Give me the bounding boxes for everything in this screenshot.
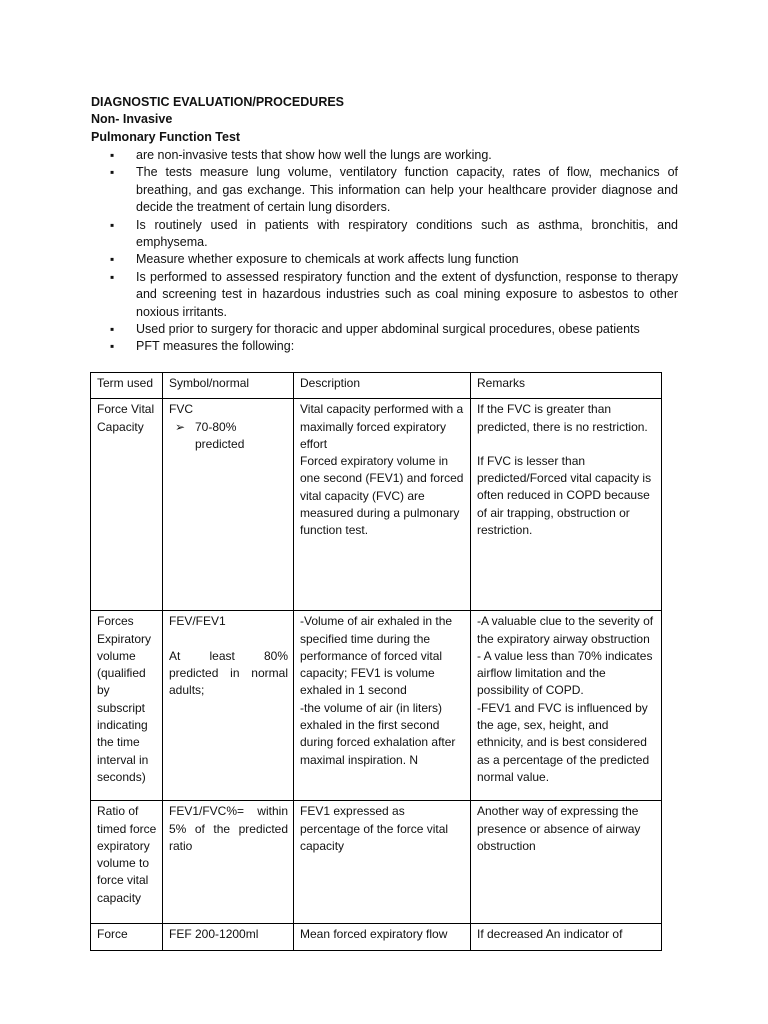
pft-table (90, 372, 662, 951)
symbol-text: FEF 200-1200ml (169, 927, 259, 942)
term-text: Ratio of timed force expiratory volume to force vital capacity (97, 804, 157, 905)
remarks-text: If the FVC is greater than predicted, there is no restriction. (477, 402, 648, 434)
description-text: FEV1 expressed as percentage of the force vital capacity (300, 804, 449, 853)
symbol-cell (163, 801, 294, 924)
table-row (91, 924, 662, 950)
header-description: Description (294, 373, 471, 399)
symbol-text: FEV/FEV1 (169, 614, 226, 629)
symbol-text: FEV1/FVC%= within 5% of the predicted ratio (169, 804, 288, 853)
description-text-2: Forced expiratory volume in one second (FEV1) and forced vital capacity (FVC) are measured during a pulmonary function test. (300, 454, 464, 538)
remarks-text: If decreased An indicator of (477, 927, 623, 942)
table-header-row (91, 373, 662, 399)
list-item: ▪ Is performed to assessed respiratory function and the extent of dysfunction, response to therapy and screening test in hazardous industries such as coal mining exposure to asbestos to other noxious irritants. (110, 269, 678, 321)
description-text-2: -the volume of air (in liters) exhaled in the first second during forced exhalation after maximal inspiration. N (300, 700, 456, 767)
description-text: -Volume of air exhaled in the specified time during the performance of forced vital capacity; FEV1 is volume exhaled in 1 second (300, 614, 453, 698)
remarks-text: -A valuable clue to the severity of the expiratory airway obstruction (477, 614, 654, 646)
term-cell (91, 399, 163, 611)
symbol-detail: ➢ 70-80% predicted (169, 419, 288, 454)
header-term: Term used (91, 373, 163, 399)
list-item: ▪ The tests measure lung volume, ventilatory function capacity, rates of flow, mechanics of breathing, and gas exchange. This information can help your healthcare provider diagnose and decide the treatment of certain lung disorders. (110, 164, 678, 216)
header-remarks: Remarks (471, 373, 662, 399)
term-text: Force (97, 927, 128, 942)
subheading: Non- Invasive (91, 112, 173, 126)
symbol-text: FVC (169, 402, 193, 417)
bullet-list (110, 147, 678, 356)
remarks-cell (471, 611, 662, 801)
term-cell (91, 924, 163, 950)
term-text: Force Vital Capacity (97, 402, 155, 434)
list-item: ▪ Measure whether exposure to chemicals at work affects lung function (110, 251, 678, 268)
list-item: ▪ Used prior to surgery for thoracic and upper abdominal surgical procedures, obese patients (110, 321, 678, 338)
term-cell (91, 611, 163, 801)
symbol-cell (163, 924, 294, 950)
description-text: Mean forced expiratory flow (300, 927, 448, 942)
term-cell (91, 801, 163, 924)
description-cell (294, 611, 471, 801)
list-item: ▪ are non-invasive tests that show how well the lungs are working. (110, 147, 678, 164)
remarks-text-3: -FEV1 and FVC is influenced by the age, sex, height, and ethnicity, and is best considered as a percentage of the predicted normal value. (477, 700, 650, 784)
description-cell (294, 801, 471, 924)
list-item: ▪ PFT measures the following: (110, 338, 678, 355)
list-item: ▪ Is routinely used in patients with respiratory conditions such as asthma, bronchitis, and emphysema. (110, 217, 678, 252)
remarks-cell (471, 399, 662, 611)
table-row (91, 801, 662, 924)
table-row (91, 399, 662, 611)
description-text: Vital capacity performed with a maximally forced expiratory effort (300, 402, 464, 451)
header-symbol: Symbol/normal (163, 373, 294, 399)
symbol-detail: At least 80% predicted in normal adults; (169, 648, 288, 698)
remarks-text-2: If FVC is lesser than predicted/Forced vital capacity is often reduced in COPD because of air trapping, obstruction or restriction. (477, 453, 652, 538)
description-cell (294, 924, 471, 950)
term-text: Forces Expiratory volume (qualified by subscript indicating the time interval in seconds) (97, 614, 152, 784)
section-title: Pulmonary Function Test (91, 130, 241, 144)
document-heading: DIAGNOSTIC EVALUATION/PROCEDURES (91, 95, 345, 109)
description-cell (294, 399, 471, 611)
table-row (91, 611, 662, 801)
symbol-cell (163, 399, 294, 611)
remarks-cell (471, 924, 662, 950)
remarks-text-2: - A value less than 70% indicates airflow limitation and the possibility of COPD. (477, 648, 653, 698)
symbol-cell (163, 611, 294, 801)
remarks-cell (471, 801, 662, 924)
remarks-text: Another way of expressing the presence or absence of airway obstruction (477, 804, 641, 853)
